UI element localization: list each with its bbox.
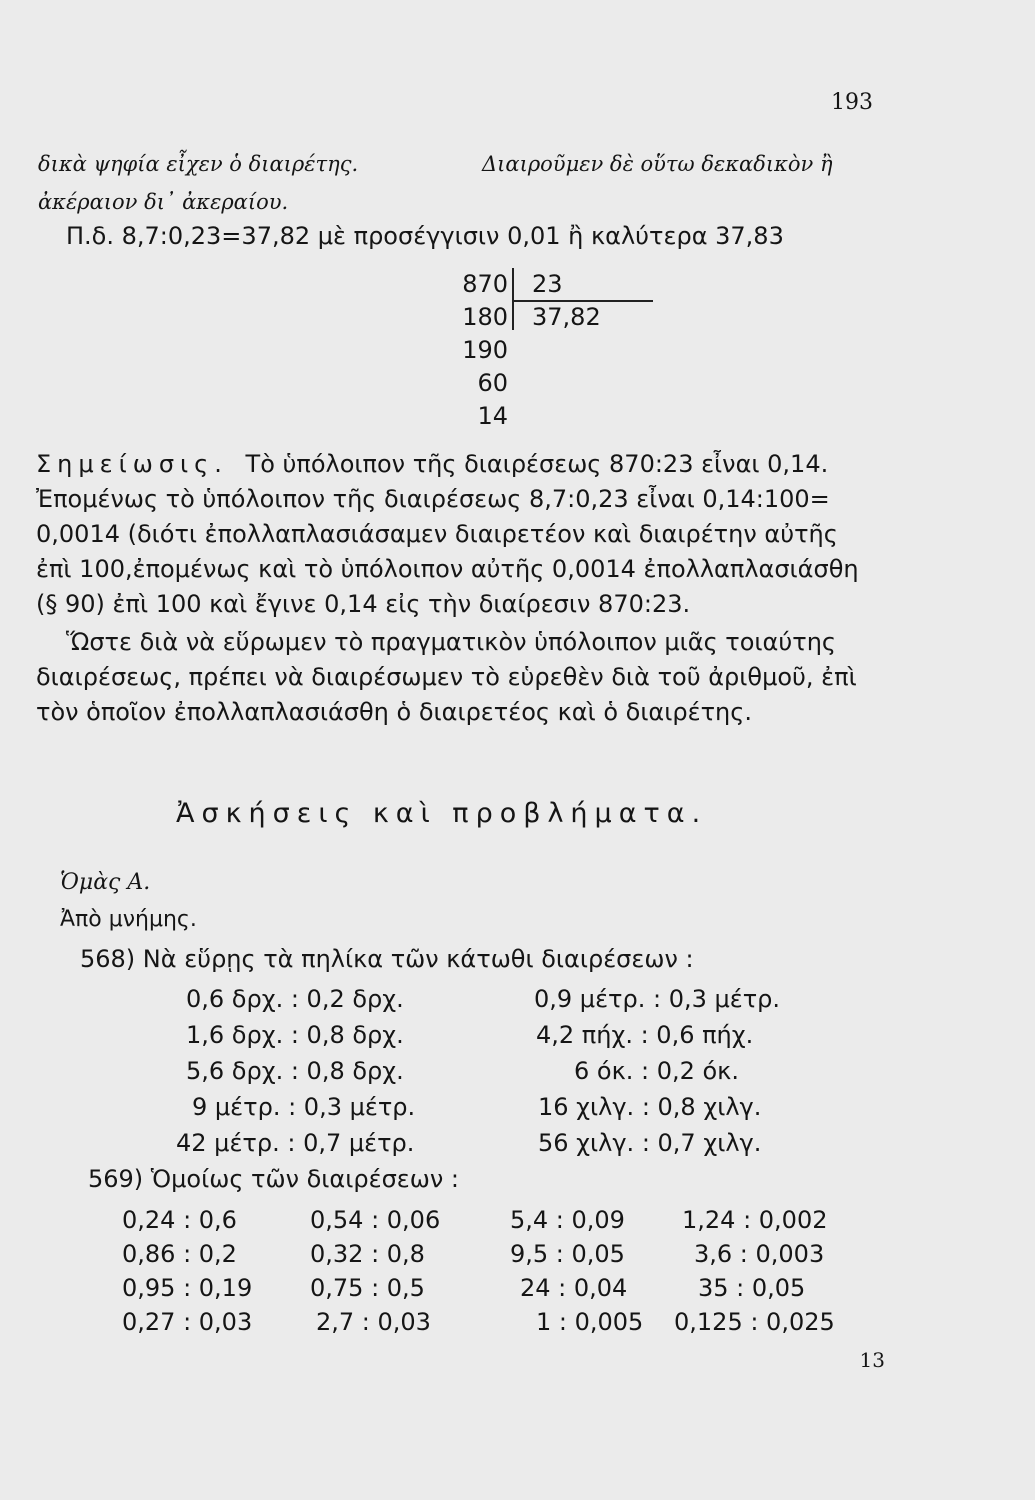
italic-line-1a: δικὰ ψηφία εἶχεν ὁ διαιρέτης. (38, 152, 359, 176)
p569-item: 3,6 : 0,003 (694, 1240, 825, 1268)
p568-left-item: 42 μέτρ. : 0,7 μέτρ. (176, 1129, 415, 1157)
section-heading: Ἀσκήσεις καὶ προβλήματα. (176, 798, 708, 829)
p568-right-item: 6 όκ. : 0,2 όκ. (574, 1057, 739, 1085)
division-step: 60 (477, 369, 508, 397)
subheading: Ἀπὸ μνήμης. (60, 907, 197, 932)
italic-line-2: ἀκέραιον δι᾽ ἀκεραίου. (38, 190, 289, 214)
p569-item: 0,24 : 0,6 (122, 1206, 237, 1234)
italic-line-1b: Διαιροῦμεν δὲ οὕτω δεκαδικὸν ἢ (482, 152, 833, 176)
p568-right-item: 56 χιλγ. : 0,7 χιλγ. (538, 1129, 762, 1157)
p569-item: 0,86 : 0,2 (122, 1240, 237, 1268)
division-divisor: 23 (532, 270, 563, 298)
p569-item: 5,4 : 0,09 (510, 1206, 625, 1234)
p569-item: 1,24 : 0,002 (682, 1206, 828, 1234)
p569-item: 0,125 : 0,025 (674, 1308, 835, 1336)
remark-line-4: ἐπὶ 100,ἐπομένως καὶ τὸ ὑπόλοιπον αὐτῆς 0,0014 ἐπολλαπλασιάσθη (36, 555, 859, 583)
long-division (424, 268, 664, 438)
conclusion-line-2: διαιρέσεως, πρέπει νὰ διαιρέσωμεν τὸ εὑρεθὲν διὰ τοῦ ἀριθμοῦ, ἐπὶ (36, 663, 857, 691)
remark-label: Σημείωσις. (36, 450, 228, 478)
division-step: 180 (462, 303, 508, 331)
p569-item: 9,5 : 0,05 (510, 1240, 625, 1268)
division-vertical-line (512, 268, 514, 330)
example-line: Π.δ. 8,7:0,23=37,82 μὲ προσέγγισιν 0,01 ἢ καλύτερα 37,83 (66, 222, 784, 250)
remark-line-1 (36, 450, 828, 478)
division-steps (424, 268, 508, 433)
p569-item: 0,95 : 0,19 (122, 1274, 253, 1302)
page-number: 193 (831, 90, 873, 115)
signature-number: 13 (859, 1348, 885, 1372)
problem-568-title: 568) Νὰ εὕρῃς τὰ πηλίκα τῶν κάτωθι διαιρέσεων : (80, 945, 694, 973)
group-label: Ὁμὰς Α. (60, 870, 151, 895)
p568-right-item: 0,9 μέτρ. : 0,3 μέτρ. (534, 985, 781, 1013)
division-step: 190 (462, 336, 508, 364)
p568-left-item: 9 μέτρ. : 0,3 μέτρ. (192, 1093, 416, 1121)
p569-item: 0,54 : 0,06 (310, 1206, 441, 1234)
conclusion-line-3: τὸν ὁποῖον ἐπολλαπλασιάσθη ὁ διαιρετέος καὶ ὁ διαιρέτης. (36, 698, 752, 726)
p569-item: 24 : 0,04 (520, 1274, 628, 1302)
p568-left-item: 0,6 δρχ. : 0,2 δρχ. (186, 985, 404, 1013)
remark-line-2: Ἐπομένως τὸ ὑπόλοιπον τῆς διαιρέσεως 8,7:0,23 εἶναι 0,14:100= (36, 485, 830, 513)
p569-item: 0,75 : 0,5 (310, 1274, 425, 1302)
division-quotient: 37,82 (532, 303, 601, 331)
p569-item: 2,7 : 0,03 (316, 1308, 431, 1336)
division-step: 14 (477, 402, 508, 430)
p568-left-item: 1,6 δρχ. : 0,8 δρχ. (186, 1021, 404, 1049)
problem-569-title: 569) Ὁμοίως τῶν διαιρέσεων : (88, 1165, 459, 1193)
p568-right-item: 4,2 πήχ. : 0,6 πήχ. (536, 1021, 754, 1049)
division-step: 870 (462, 270, 508, 298)
remark-line-3: 0,0014 (διότι ἐπολλαπλασιάσαμεν διαιρετέον καὶ διαιρέτην αὐτῆς (36, 520, 838, 548)
p569-item: 0,27 : 0,03 (122, 1308, 253, 1336)
remark-text: Τὸ ὑπόλοιπον τῆς διαιρέσεως 870:23 εἶναι 0,14. (245, 450, 829, 478)
p569-item: 1 : 0,005 (536, 1308, 644, 1336)
p569-item: 35 : 0,05 (698, 1274, 806, 1302)
remark-line-5: (§ 90) ἐπὶ 100 καὶ ἔγινε 0,14 εἰς τὴν διαίρεσιν 870:23. (36, 590, 691, 618)
p568-right-item: 16 χιλγ. : 0,8 χιλγ. (538, 1093, 762, 1121)
conclusion-line-1: Ὥστε διὰ νὰ εὕρωμεν τὸ πραγματικὸν ὑπόλοιπον μιᾶς τοιαύτης (66, 628, 836, 656)
p568-left-item: 5,6 δρχ. : 0,8 δρχ. (186, 1057, 404, 1085)
p569-item: 0,32 : 0,8 (310, 1240, 425, 1268)
